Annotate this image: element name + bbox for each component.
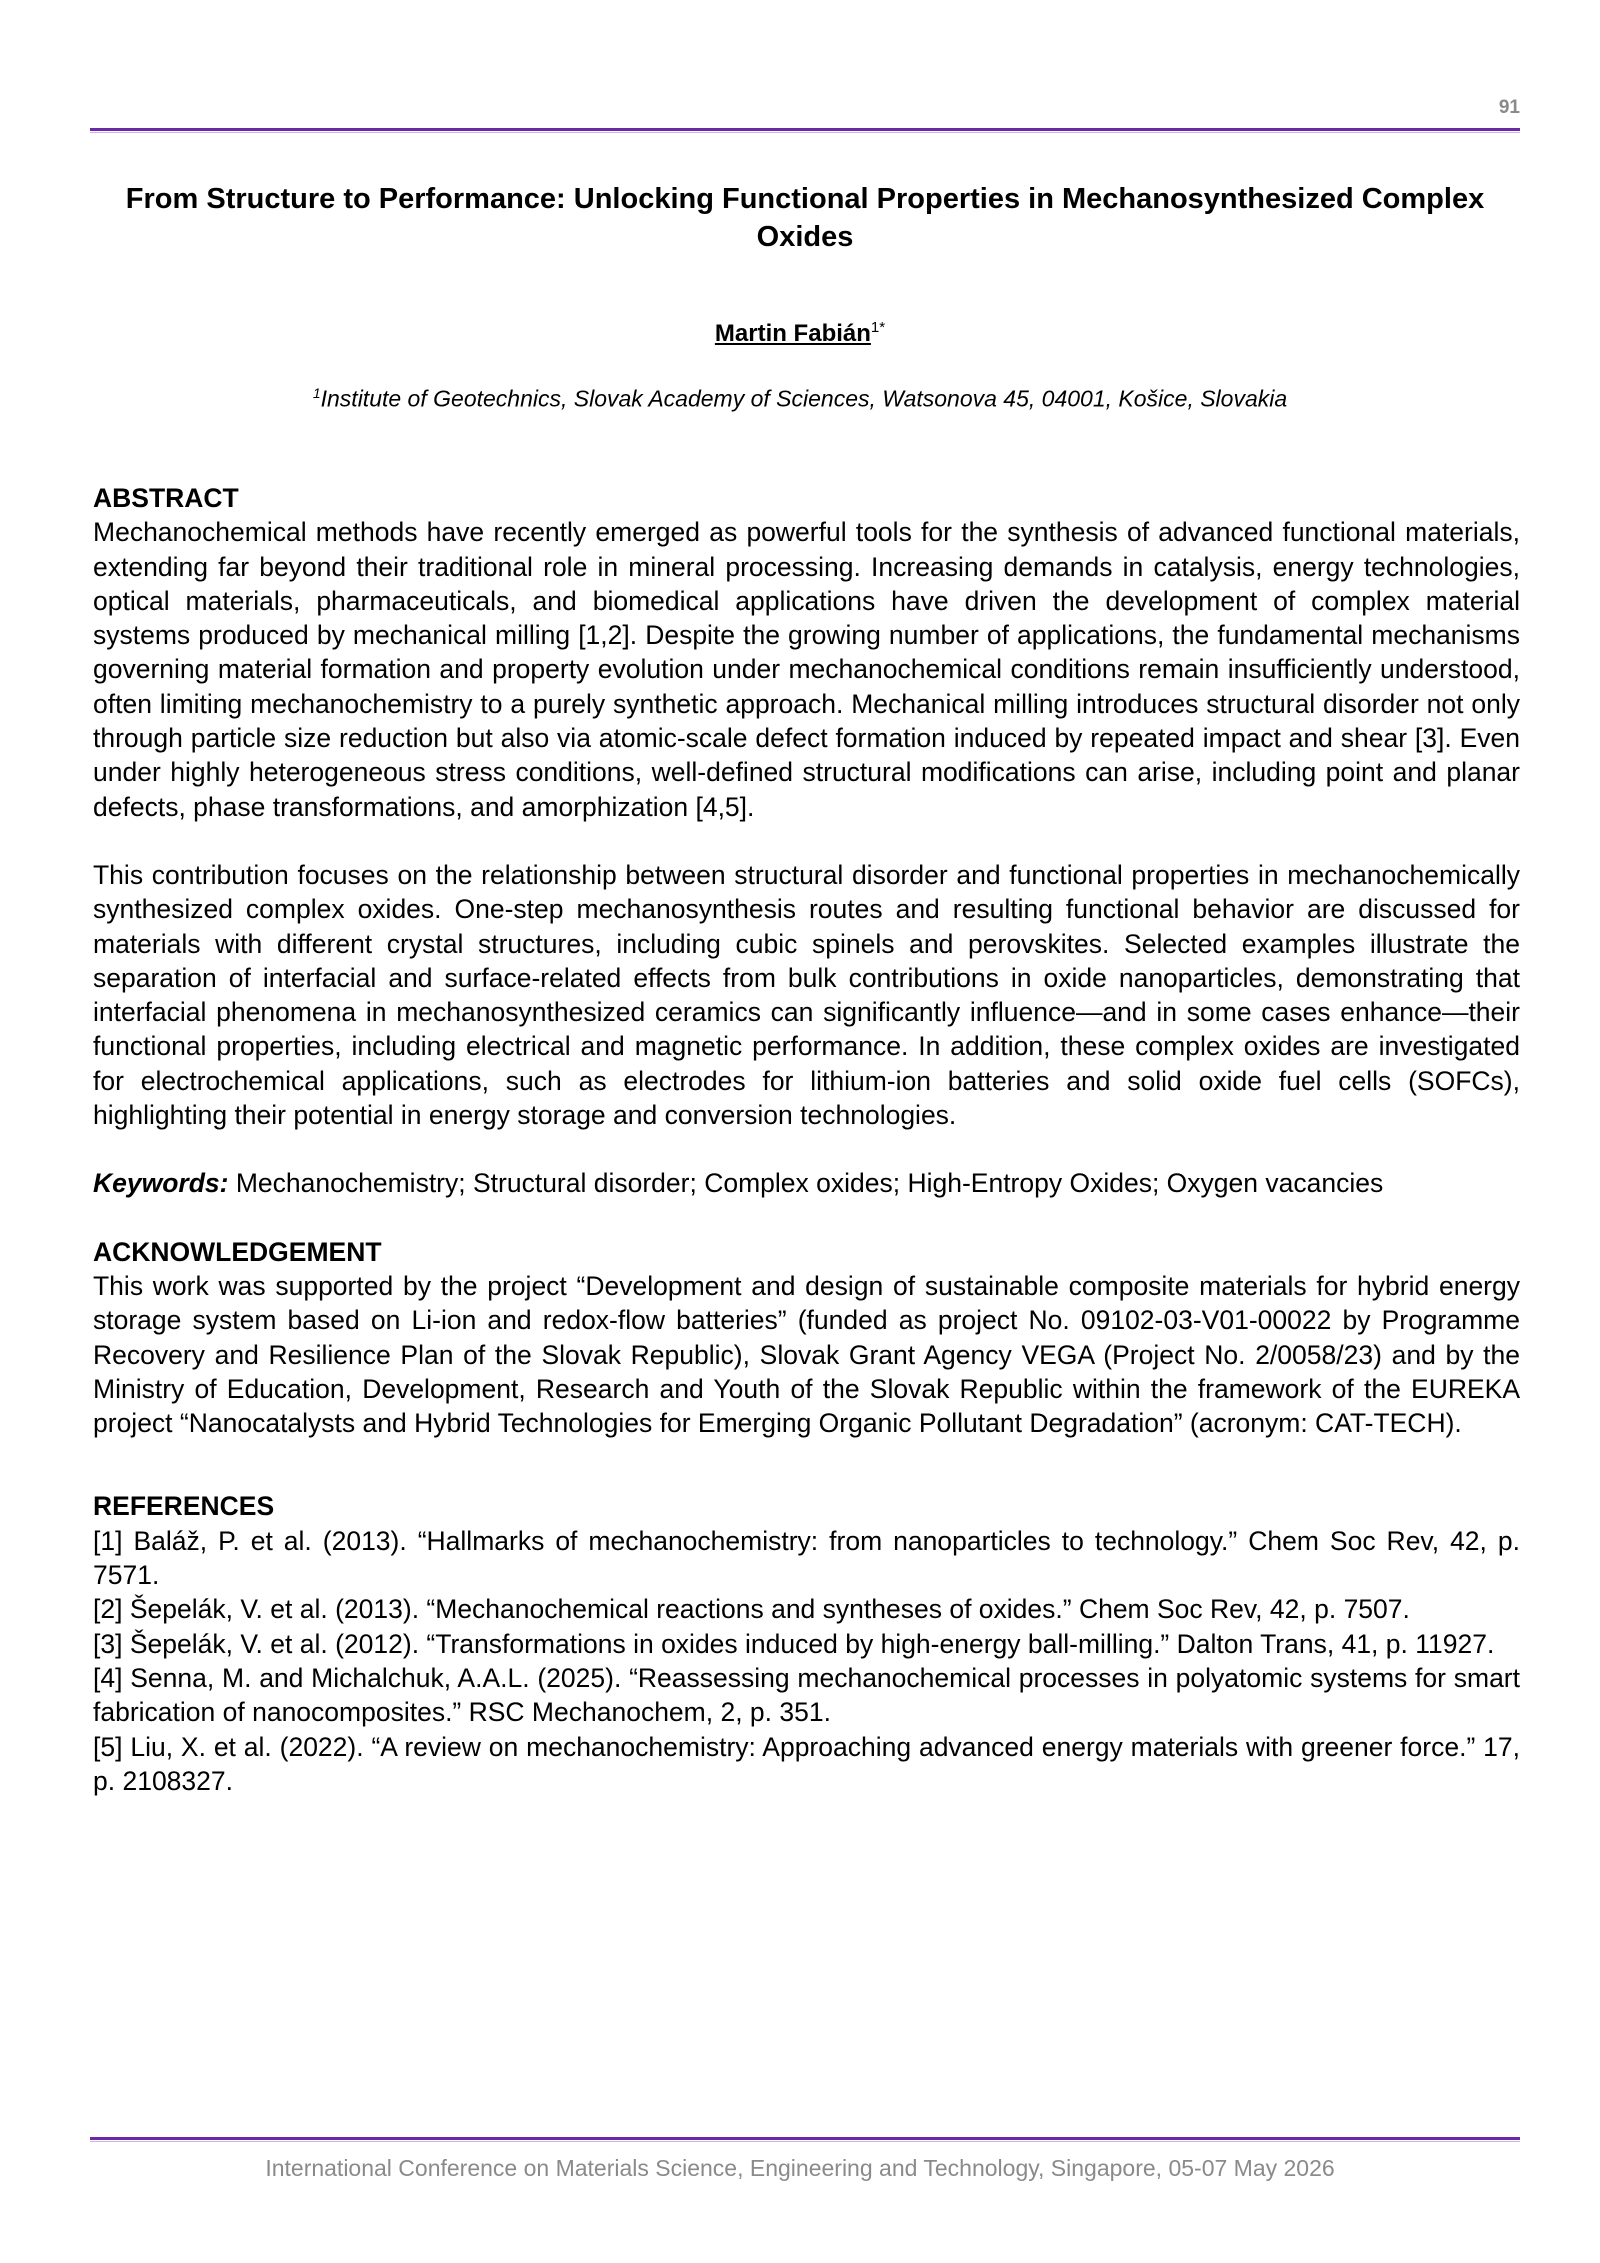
affiliation-superscript: 1 <box>312 385 321 401</box>
references-heading: REFERENCES <box>93 1491 275 1522</box>
paragraph-spacer <box>93 824 1520 858</box>
footer-divider <box>90 2137 1520 2140</box>
acknowledgement-text: This work was supported by the project “Development and design of sustainable composite materials for hybrid energy storage system based on Li-ion and redox-flow batteries” (funded as project No. 09102-03-V01-00022 by Programme Recovery and Resilience Plan of the Slovak Republic), Slovak Grant Agency VEGA (Project No. 2/0058/23) and by the Ministry of Education, Development, Research and Youth of the Slovak Republic within the framework of the EUREKA project “Nanocatalysts and Hybrid Technologies for Emerging Organic Pollutant Degradation” (acronym: CAT-TECH). <box>93 1270 1520 1439</box>
paragraph-spacer <box>93 1201 1520 1235</box>
reference-item: [4] Senna, M. and Michalchuk, A.A.L. (2025). “Reassessing mechanochemical processes in polyatomic systems for smart fabrication of nanocomposites.” RSC Mechanochem, 2, p. 351. <box>93 1662 1520 1728</box>
paragraph-spacer <box>93 1132 1520 1166</box>
keywords-text: Mechanochemistry; Structural disorder; Complex oxides; High-Entropy Oxides; Oxygen vacancies <box>235 1168 1384 1199</box>
reference-item: [5] Liu, X. et al. (2022). “A review on mechanochemistry: Approaching advanced energy materials with greener force.” 17, p. 2108327. <box>93 1731 1520 1796</box>
acknowledgement-heading: ACKNOWLEDGEMENT <box>93 1236 382 1267</box>
footer-text: International Conference on Materials Science, Engineering and Technology, Singapore, 05-07 May 2026 <box>265 2155 1335 2181</box>
author-line <box>0 319 1600 348</box>
author-superscript: 1* <box>870 319 886 336</box>
paper-title: From Structure to Performance: Unlocking Functional Properties in Mechanosynthesized Complex Oxides <box>125 183 1485 253</box>
reference-item: [1] Baláž, P. et al. (2013). “Hallmarks of mechanochemistry: from nanoparticles to technology.” Chem Soc Rev, 42, p. 7571. <box>93 1525 1520 1591</box>
affiliation <box>0 385 1600 413</box>
reference-item: [3] Šepelák, V. et al. (2012). “Transformations in oxides induced by high-energy ball-milling.” Dalton Trans, 41, p. 11927. <box>93 1628 1495 1659</box>
header-divider <box>90 128 1520 131</box>
keywords <box>93 1166 1520 1200</box>
abstract-paragraph-2: This contribution focuses on the relationship between structural disorder and functional properties in mechanochemically synthesized complex oxides. One-step mechanosynthesis routes and resulting functional behavior are discussed for materials with different crystal structures, including cubic spinels and perovskites. Selected examples illustrate the separation of interfacial and surface-related effects from bulk contributions in oxide nanoparticles, demonstrating that interfacial phenomena in mechanosynthesized ceramics can significantly influence—and in some cases enhance—their functional properties, including electrical and magnetic performance. In addition, these complex oxides are investigated for electrochemical applications, such as electrodes for lithium-ion batteries and solid oxide fuel cells (SOFCs), highlighting their potential in energy storage and conversion technologies. <box>93 859 1520 1131</box>
affiliation-text: Institute of Geotechnics, Slovak Academy of Sciences, Watsonova 45, 04001, Košice, Slovakia <box>320 385 1288 412</box>
author-name: Martin Fabián <box>714 320 871 347</box>
keywords-label: Keywords: <box>93 1168 229 1199</box>
reference-item: [2] Šepelák, V. et al. (2013). “Mechanochemical reactions and syntheses of oxides.” Chem Soc Rev, 42, p. 7507. <box>93 1594 1410 1625</box>
page-number: 91 <box>1498 97 1520 118</box>
abstract-heading: ABSTRACT <box>93 483 239 513</box>
paper-body <box>93 481 1520 1798</box>
paragraph-spacer <box>93 1440 1520 1489</box>
abstract-paragraph-1: Mechanochemical methods have recently emerged as powerful tools for the synthesis of advanced functional materials, extending far beyond their traditional role in mineral processing. Increasing demands in catalysis, energy technologies, optical materials, pharmaceuticals, and biomedical applications have driven the development of complex material systems produced by mechanical milling [1,2]. Despite the growing number of applications, the fundamental mechanisms governing material formation and property evolution under mechanochemical conditions remain insufficiently understood, often limiting mechanochemistry to a purely synthetic approach. Mechanical milling introduces structural disorder not only through particle size reduction but also via atomic-scale defect formation induced by repeated impact and shear [3]. Even under highly heterogeneous stress conditions, well-defined structural modifications can arise, including point and planar defects, phase transformations, and amorphization [4,5]. <box>93 517 1520 822</box>
